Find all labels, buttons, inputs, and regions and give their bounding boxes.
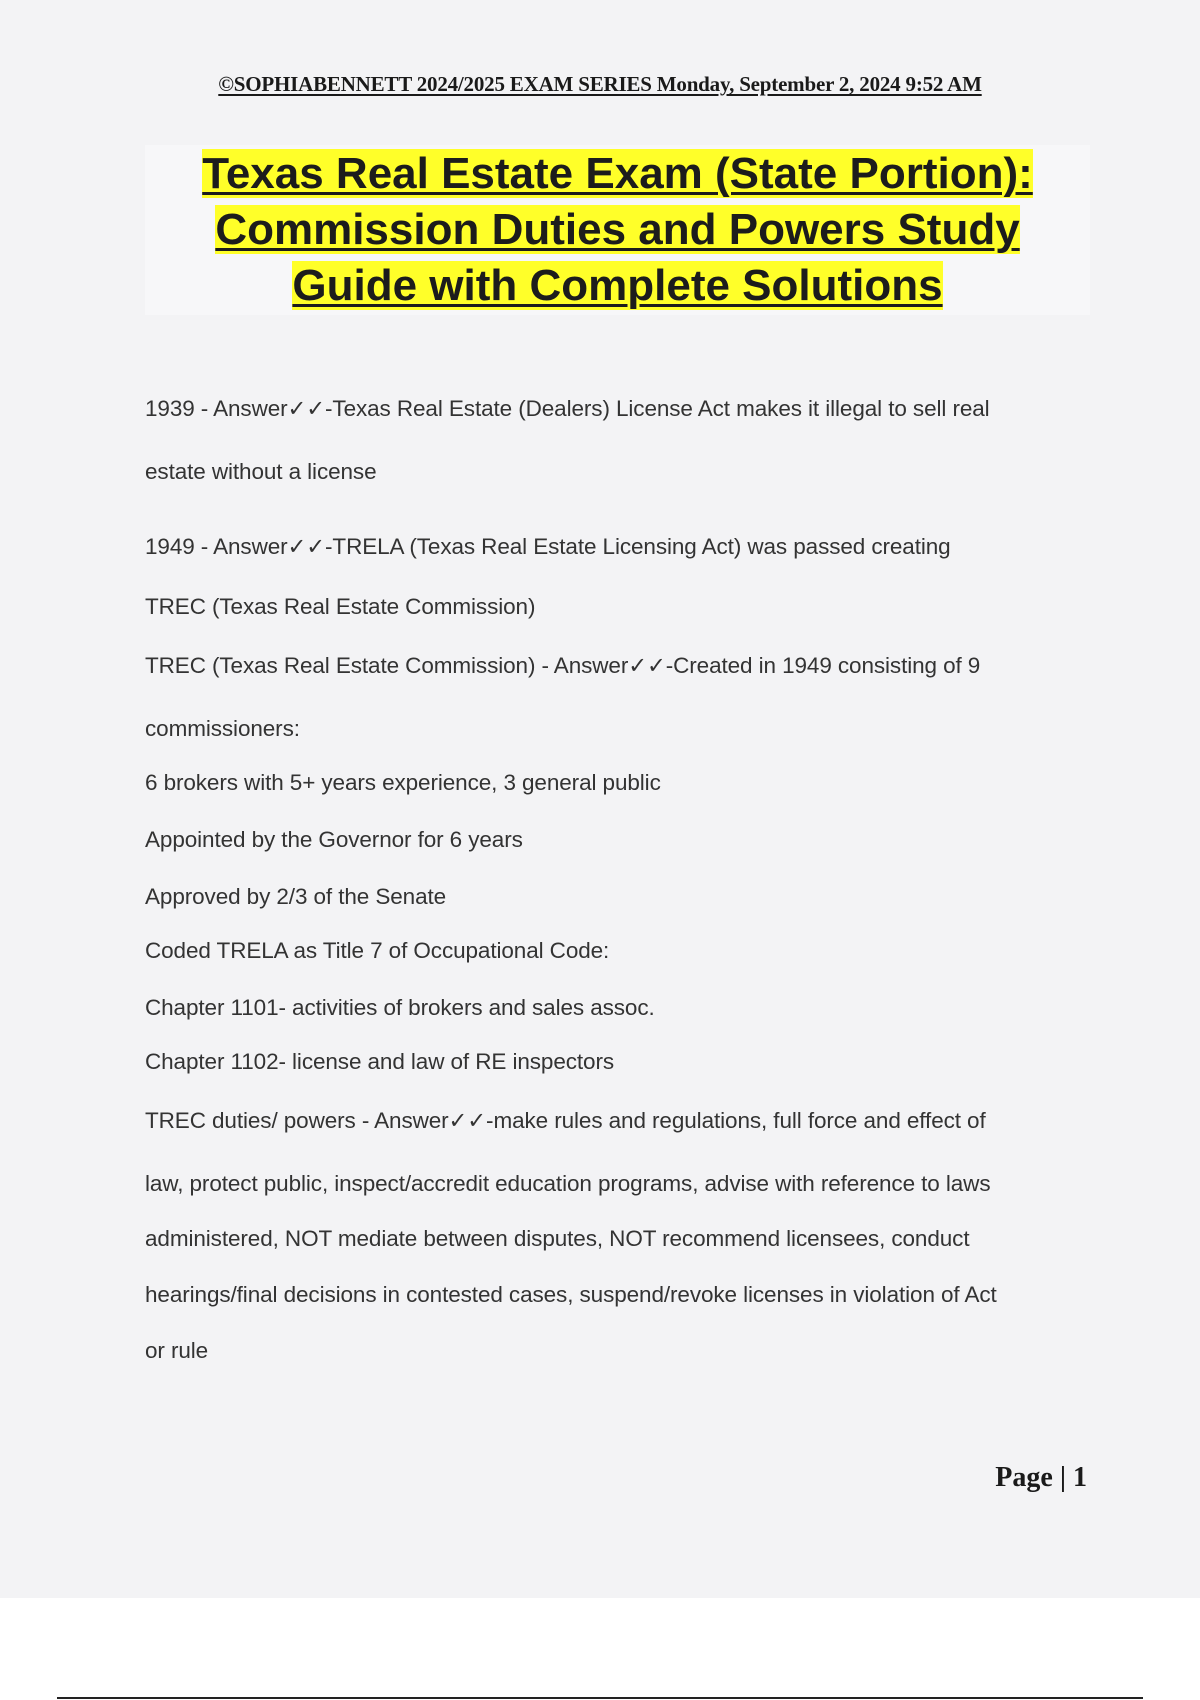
body-line-trec-duties-cont-1: law, protect public, inspect/accredit education programs, advise with reference to laws xyxy=(145,1171,991,1196)
body-line-coded-trela: Coded TRELA as Title 7 of Occupational Code: xyxy=(145,938,610,963)
body-line-1949-answer-cont: TREC (Texas Real Estate Commission) xyxy=(145,594,536,619)
body-line-trec-answer: TREC (Texas Real Estate Commission) - Answer✓✓-Created in 1949 consisting of 9 xyxy=(145,653,981,678)
body-line-1949-answer: 1949 - Answer✓✓-TRELA (Texas Real Estate Licensing Act) was passed creating xyxy=(145,534,951,559)
body-line-1939-answer-cont: estate without a license xyxy=(145,459,377,484)
title-line-3: Guide with Complete Solutions xyxy=(292,261,943,310)
body-line-trec-duties-cont-4: or rule xyxy=(145,1338,209,1363)
exam-series-header: ©SOPHIABENNETT 2024/2025 EXAM SERIES Monday, September 2, 2024 9:52 AM xyxy=(218,72,982,96)
title-line-1: Texas Real Estate Exam (State Portion): xyxy=(202,149,1033,198)
body-line-1939-answer: 1939 - Answer✓✓-Texas Real Estate (Dealers) License Act makes it illegal to sell real xyxy=(145,396,990,421)
body-line-trec-duties-cont-2: administered, NOT mediate between disputes, NOT recommend licensees, conduct xyxy=(145,1226,970,1251)
body-line-chapter-1101: Chapter 1101- activities of brokers and sales assoc. xyxy=(145,995,655,1020)
page-title xyxy=(145,146,1090,314)
body-line-trec-duties: TREC duties/ powers - Answer✓✓-make rules and regulations, full force and effect of xyxy=(145,1108,986,1133)
body-line-chapter-1102: Chapter 1102- license and law of RE inspectors xyxy=(145,1049,614,1074)
next-page-divider xyxy=(57,1697,1143,1699)
title-line-2: Commission Duties and Powers Study xyxy=(215,205,1020,254)
body-line-brokers: 6 brokers with 5+ years experience, 3 general public xyxy=(145,770,661,795)
body-line-trec-answer-cont: commissioners: xyxy=(145,716,300,741)
body-line-appointed: Appointed by the Governor for 6 years xyxy=(145,827,523,852)
body-line-approved: Approved by 2/3 of the Senate xyxy=(145,884,447,909)
page-number: Page | 1 xyxy=(995,1462,1087,1493)
body-line-trec-duties-cont-3: hearings/final decisions in contested cases, suspend/revoke licenses in violation of Act xyxy=(145,1282,997,1307)
